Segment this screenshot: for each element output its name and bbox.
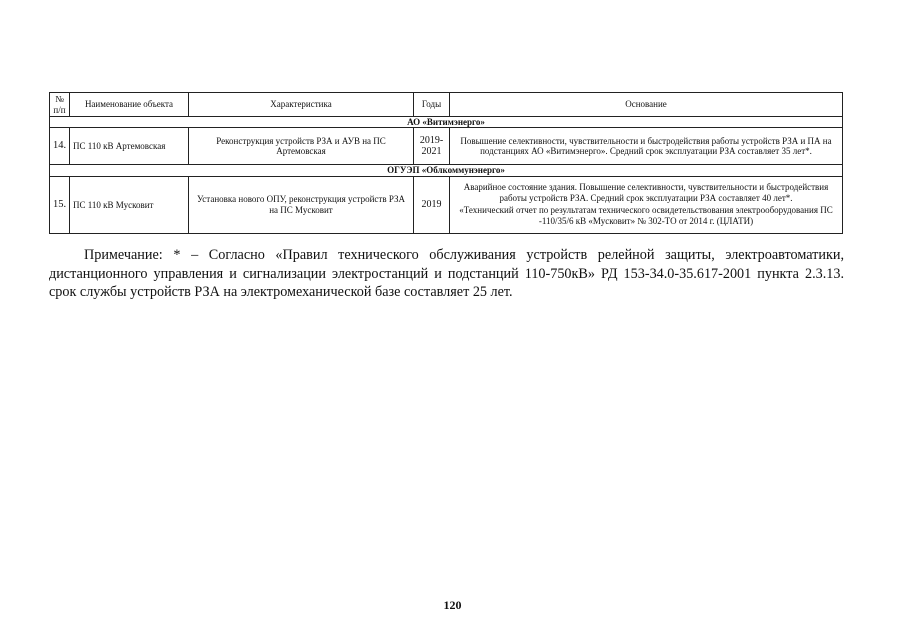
row-characteristic: Реконструкция устройств РЗА и АУВ на ПС Артемовская: [189, 128, 414, 165]
header-characteristic: Характеристика: [189, 93, 414, 117]
header-years: Годы: [414, 93, 450, 117]
section-row-oblkommunenergo: [50, 165, 843, 176]
row-basis-line: Аварийное состояние здания. Повышение селективности, чувствительности и быстродействия работы устройств РЗА. Средний срок эксплуатации РЗА составляет 40 лет*.: [463, 181, 829, 204]
row-characteristic: Установка нового ОПУ, реконструкция устройств РЗА на ПС Мусковит: [189, 176, 414, 233]
section-row-vitimenergo: [50, 117, 843, 128]
row-object-name: ПС 110 кВ Артемовская: [70, 128, 189, 165]
row-years: 2019: [414, 176, 450, 233]
row-object-name: ПС 110 кВ Мусковит: [70, 176, 189, 233]
row-basis: Повышение селективности, чувствительности и быстродействия работы устройств РЗА и ПА на подстанциях АО «Витимэнерго». Средний срок эксплуатации РЗА составляет 35 лет*.: [450, 128, 843, 165]
header-name: Наименование объекта: [70, 93, 189, 117]
table-row: [50, 176, 843, 233]
row-basis-line: «Технический отчет по результатам технического освидетельствования электрооборудования ПС -110/35/6 кВ «Мусковит» № 302-ТО от 2014 г. (ЦЛАТИ): [459, 204, 833, 227]
page-number: 120: [443, 598, 462, 612]
header-num: № п/п: [50, 93, 70, 117]
section-title: ОГУЭП «Облкоммунэнерго»: [50, 165, 843, 176]
table-row: [50, 128, 843, 165]
row-num: 14.: [50, 128, 70, 165]
row-years: 2019-2021: [414, 128, 450, 165]
table-header-row: [50, 93, 843, 117]
section-title: АО «Витимэнерго»: [50, 117, 843, 128]
header-basis: Основание: [450, 93, 843, 117]
row-basis: [450, 176, 843, 233]
objects-table: [49, 92, 843, 234]
footnote-note: Примечание: * – Согласно «Правил технического обслуживания устройств релейной защиты, электроавтоматики, дистанционного управления и сигнализации электростанций и подстанций 110-750кВ» РД 153-34.0-35.617-2001 пункта 2.3.13. срок службы устройств РЗА на электромеханической базе составляет 25 лет.: [49, 247, 844, 300]
row-num: 15.: [50, 176, 70, 233]
